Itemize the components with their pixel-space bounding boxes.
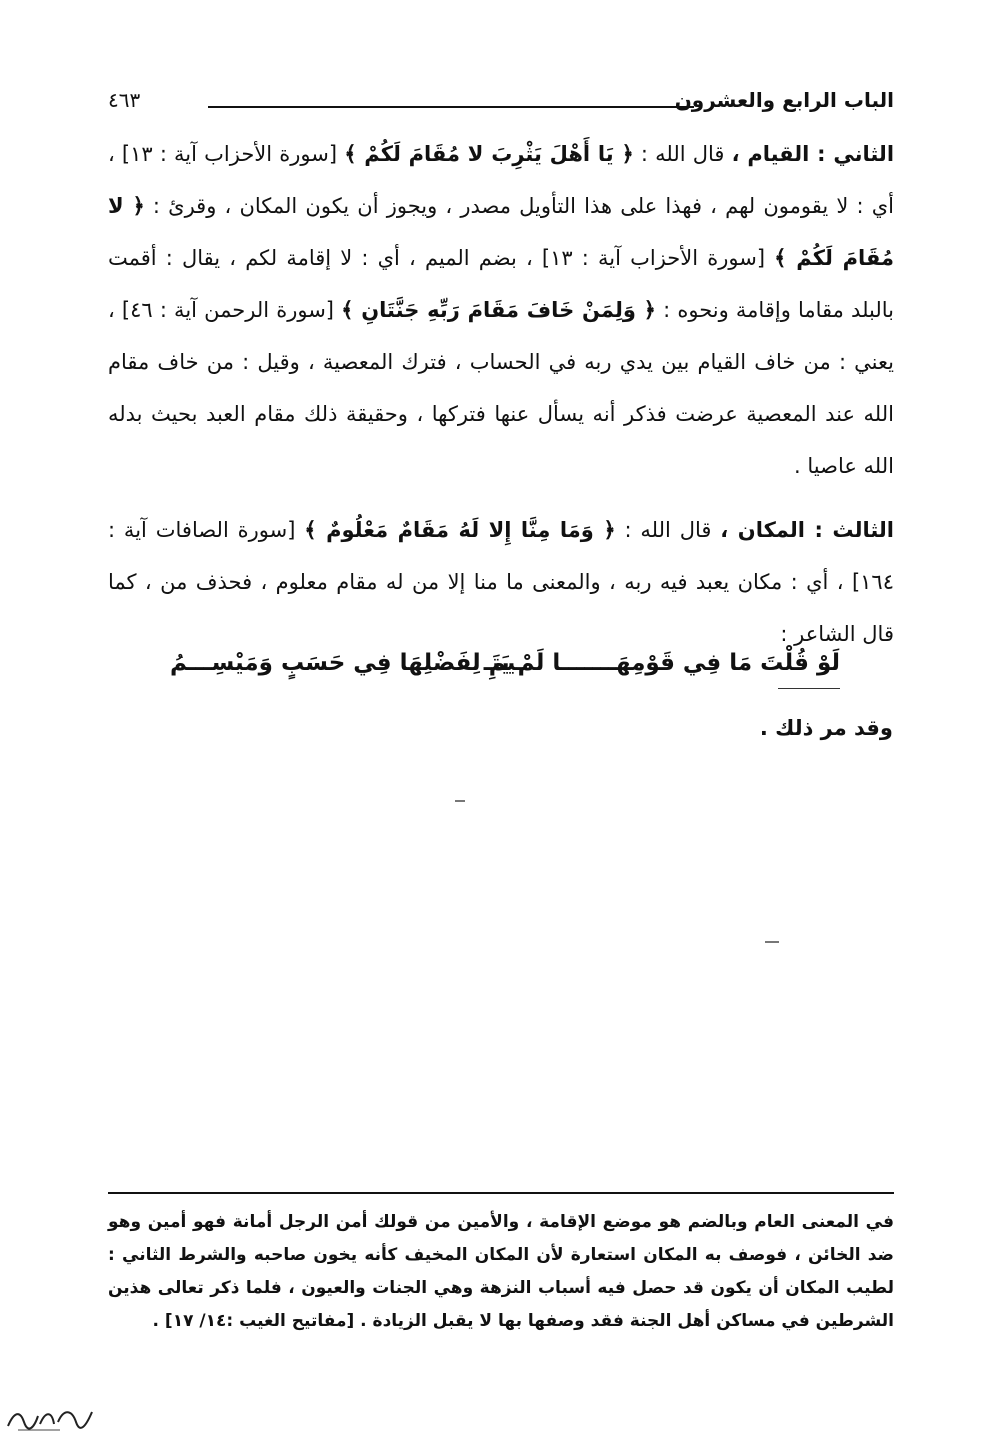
paragraph-2-text-1: قال الله : [615,518,721,542]
verse-underline [778,688,840,689]
footnote: في المعنى العام وبالضم هو موضع الإقامة ، والأمين من قولك أمن الرجل أمانة فهو أمين وهو ضد الخائن ، فوصف به المكان استعارة لأن المكان المخيف كأنه يخون صاحبه والشرط الثاني : لطيب المكان أن يكون قد حصل فيه أسباب النزهة وهي الجنات والعيون ، فلما ذكر تعالى هذين الشرطين في مساكن أهل الجنة فقد وصفها بها لا يقبل الزيادة . [مفاتيح الغيب :١٤/ ١٧] . [108,1212,894,1331]
verse-hemistich-1: لَوْ قُلْتَ مَا فِي قَوْمِهَـــــــا لَمْ يَتَـ [483,650,840,676]
main-text [108,128,894,660]
paragraph-2 [108,504,894,660]
calligraphy-logo-icon [0,1402,100,1432]
paragraph-1-text-3: [سورة الأحزاب آية : ١٣] ، بضم الميم ، أي : لا إقامة لكم ، يقال : أقمت بالبلد مقاما وإقامة ونحوه : [108,246,894,322]
paragraph-1-lead: الثاني : القيام ، [731,142,895,166]
quran-quote-3: ﴿ وَلِمَنْ خَافَ مَقَامَ رَبِّهِ جَنَّتَانِ ﴾ [341,298,656,322]
poetry-verse [170,642,840,694]
page-number: ٤٦٣ [108,88,141,112]
quran-quote-2: ﴿ لا مُقَامَ لَكُمْ ﴾ [108,194,895,270]
header-rule [208,106,694,108]
paragraph-2-text-2: [سورة الصافات آية : ١٦٤] ، أي : مكان يعبد فيه ربه ، والمعنى ما منا إلا من له مقام معلوم ، فحذف من ، كما قال الشاعر : [108,518,894,646]
paragraph-2-lead: الثالث : المكان ، [720,518,895,542]
quran-quote-4: ﴿ وَمَا مِنَّا إِلا لَهُ مَقَامٌ مَعْلُومٌ ﴾ [304,518,616,542]
paragraph-1-text-4: [سورة الرحمن آية : ٤٦] ، يعني : من خاف القيام بين يدي ربه في الحساب ، فترك المعصية ، وقيل : من خاف مقام الله عند المعصية عرضت فذكر أنه يسأل عنها فتركها ، وحقيقة ذلك مقام العبد بحيث بدله الله عاصيا . [108,298,894,478]
scan-speck [765,941,779,943]
scan-speck [455,800,465,802]
quran-quote-1: ﴿ يَا أَهْلَ يَثْرِبَ لا مُقَامَ لَكُمْ ﴾ [344,142,634,166]
paragraph-1-text-1: قال الله : [633,142,732,166]
verse-hemistich-2: ـيمِ لِفَضْلِهَا فِي حَسَبٍ وَمَيْسِـــمُ [170,650,524,676]
paragraph-1-text-2: [سورة الأحزاب آية : ١٣] ، أي : لا يقومون لهم ، فهذا على هذا التأويل مصدر ، ويجوز أن يكون المكان ، وقرئ : [108,142,894,218]
closing-sentence: وقد مر ذلك . [759,716,893,740]
paragraph-1 [108,128,894,492]
footnote-rule [108,1192,894,1194]
running-header [108,84,894,124]
chapter-title: الباب الرابع والعشرون [674,88,894,112]
